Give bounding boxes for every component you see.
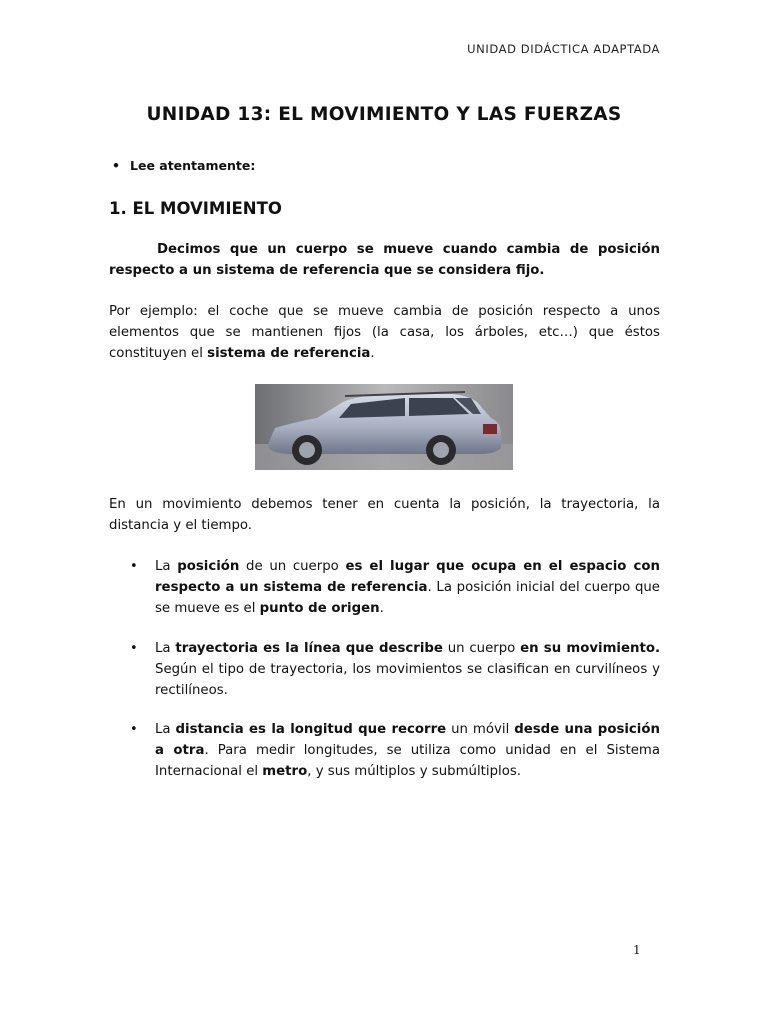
example-paragraph xyxy=(109,301,660,364)
bold-term: metro xyxy=(262,764,308,779)
list-item xyxy=(130,638,661,701)
text-run: Según el tipo de trayectoria, los movimientos se clasifican en curvilíneos y rectilíneos. xyxy=(155,662,660,698)
text-run: . La posición inicial del cuerpo que se mueve es el xyxy=(155,580,660,616)
definition-paragraph: Decimos que un cuerpo se mueve cuando cambia de posición respecto a un sistema de referencia que se considera fijo. xyxy=(109,242,660,278)
car-photo-icon xyxy=(255,384,513,470)
bold-term: en su movimiento. xyxy=(520,641,661,656)
section-heading: 1. EL MOVIMIENTO xyxy=(109,199,282,218)
list-item xyxy=(130,556,660,619)
document-title: UNIDAD 13: EL MOVIMIENTO Y LAS FUERZAS xyxy=(146,104,622,125)
text-run: La xyxy=(155,559,178,574)
bold-term: desde una posición a otra xyxy=(155,722,660,758)
example-text: Por ejemplo: el coche que se mueve cambia de posición respecto a unos elementos que se mantienen fijos (la casa, los árboles, etc…) que éstos constituyen el xyxy=(109,304,660,361)
lead-text: Lee atentamente: xyxy=(130,158,256,173)
text-run: La xyxy=(155,641,176,656)
bold-term: es el lugar que ocupa en el espacio con respecto a un sistema de referencia xyxy=(155,559,660,595)
text-run: de un cuerpo xyxy=(239,559,346,574)
bold-term: posición xyxy=(177,559,240,574)
page-number: 1 xyxy=(633,943,641,957)
bullet-marker: • xyxy=(130,559,138,574)
example-bold-term: sistema de referencia xyxy=(207,346,371,361)
car-photo xyxy=(255,384,513,470)
bullet-marker: • xyxy=(130,722,138,737)
bold-term: distancia es la longitud que recorre xyxy=(175,722,447,737)
example-end: . xyxy=(370,346,375,361)
bullet-marker: • xyxy=(130,641,138,656)
bold-term: trayectoria es la línea que describe xyxy=(175,641,443,656)
text-run: . xyxy=(379,601,384,616)
text-run: un cuerpo xyxy=(442,641,521,656)
lead-instruction xyxy=(112,158,256,173)
text-run: La xyxy=(155,722,176,737)
bold-term: punto de origen xyxy=(259,601,380,616)
intro-list-paragraph: En un movimiento debemos tener en cuenta la posición, la trayectoria, la distancia y el tiempo. xyxy=(109,497,660,533)
running-header: UNIDAD DIDÁCTICA ADAPTADA xyxy=(467,42,660,56)
bullet-marker: • xyxy=(112,158,120,173)
text-run: un móvil xyxy=(446,722,515,737)
list-item xyxy=(130,719,660,782)
text-run: , y sus múltiplos y submúltiplos. xyxy=(307,764,521,779)
text-run: . Para medir longitudes, se utiliza como unidad en el Sistema Internacional el xyxy=(155,743,660,779)
